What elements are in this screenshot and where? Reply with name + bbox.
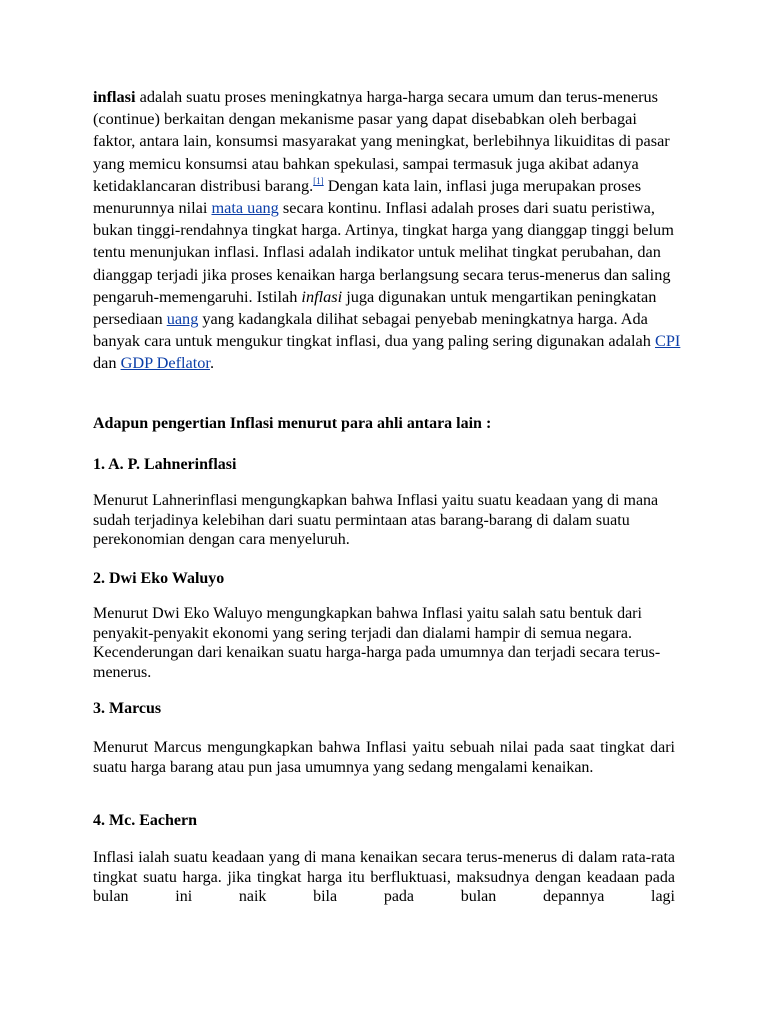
expert-4-heading: 4. Mc. Eachern <box>93 812 197 829</box>
gdp-deflator-link[interactable]: GDP Deflator <box>120 353 210 373</box>
expert-1-text: Menurut Lahnerinflasi mengungkapkan bahwa Inflasi yaitu suatu keadaan yang di mana sudah terjadinya kelebihan dari suatu permintaan atas barang-barang di dalam suatu perekonomian dengan cara menyeluruh. <box>93 492 659 548</box>
intro-text-7: . <box>209 353 215 373</box>
intro-text-1: adalah suatu proses meningkatnya harga-harga secara umum dan terus-menerus (continue) berkaitan dengan mekanisme pasar yang dapat disebabkan oleh berbagai faktor, antara lain, konsumsi masyarakat yang meningkat, berlebihnya likuiditas di pasar yang memicu konsumsi atau bahkan spekulasi, sampai termasuk juga akibat adanya ketidaklancaran distribusi barang. <box>93 87 670 195</box>
intro-text-3: secara kontinu. Inflasi adalah proses dari suatu peristiwa, bukan tinggi-rendahnya tingkat harga. Artinya, tingkat harga yang dianggap tinggi belum tentu menunjukan inflasi. Inflasi adalah indikator untuk melihat tingkat perubahan, dan dianggap terjadi jika proses kenaikan harga berlangsung secara terus-menerus dan saling pengaruh-memengaruhi. Istilah <box>93 198 674 306</box>
expert-1-heading: 1. A. P. Lahnerinflasi <box>93 456 237 473</box>
expert-3-text: Menurut Marcus mengungkapkan bahwa Inflasi yaitu sebuah nilai pada saat tingkat dari suatu harga barang atau pun jasa umumnya yang sedang mengalami kenaikan. <box>93 739 675 776</box>
uang-link[interactable]: uang <box>166 309 199 329</box>
experts-heading: Adapun pengertian Inflasi menurut para ahli antara lain : <box>93 415 492 432</box>
intro-text-5: yang kadangkala dilihat sebagai penyebab meningkatnya harga. Ada banyak cara untuk mengukur tingkat inflasi, dua yang paling sering digunakan adalah <box>93 309 655 351</box>
expert-3-heading: 3. Marcus <box>93 700 162 717</box>
intro-term: inflasi <box>93 87 136 106</box>
intro-italic-term: inflasi <box>301 286 343 306</box>
expert-2-heading: 2. Dwi Eko Waluyo <box>93 570 225 587</box>
expert-2-text: Menurut Dwi Eko Waluyo mengungkapkan bahwa Inflasi yaitu salah satu bentuk dari penyakit-penyakit ekonomi yang sering terjadi dan dialami hampir di semua negara. Kecenderungan dari kenaikan suatu harga-harga pada umumnya dan terjadi secara terus-menerus. <box>93 605 661 681</box>
intro-paragraph <box>93 86 683 375</box>
cpi-link[interactable]: CPI <box>655 331 681 351</box>
mata-uang-link[interactable]: mata uang <box>211 198 279 218</box>
reference-link-1[interactable]: [1] <box>313 175 324 186</box>
intro-text-2: Dengan kata lain, inflasi juga merupakan proses menurunnya nilai <box>93 175 642 218</box>
expert-4-text: Inflasi ialah suatu keadaan yang di mana kenaikan secara terus-menerus di dalam rata-rata tingkat suatu harga. jika tingkat harga itu berfluktuasi, maksudnya dengan keadaan pada bulan ini naik bila pada bulan depannya lagi <box>93 849 675 905</box>
intro-text-6: dan <box>93 353 121 373</box>
intro-text-4: juga digunakan untuk mengartikan peningkatan persediaan <box>93 286 657 329</box>
